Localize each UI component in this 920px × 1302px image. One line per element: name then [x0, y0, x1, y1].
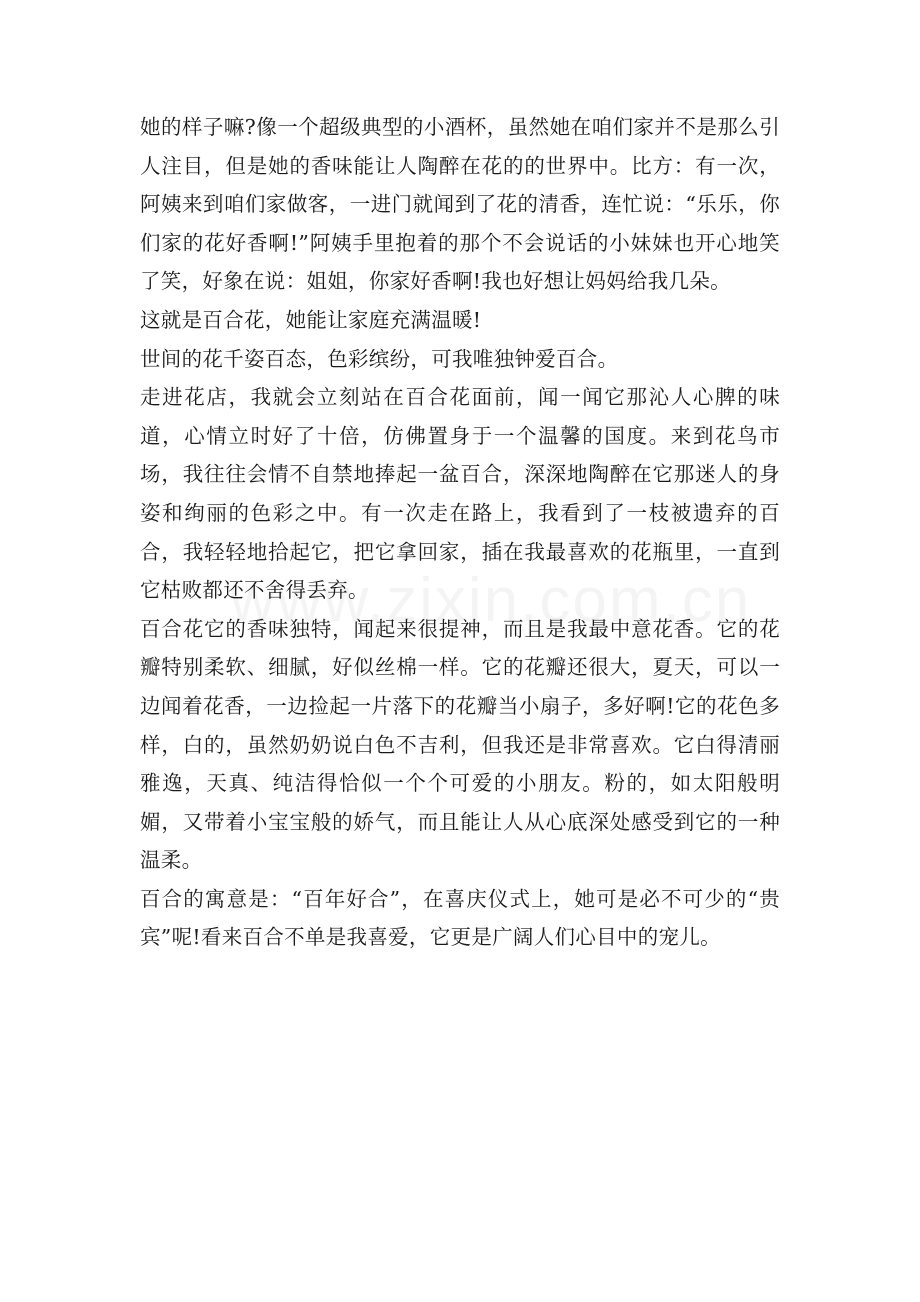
paragraph-5: 百合花它的香味独特，闻起来很提神，而且是我最中意花香。它的花瓣特别柔软、细腻，好似丝棉一样。它的花瓣还很大，夏天，可以一边闻着花香，一边捡起一片落下的花瓣当小扇子，多好啊!它的花色多样，白的，虽然奶奶说白色不吉利，但我还是非常喜欢。它白得清丽雅逸，天真、纯洁得恰似一个个可爱的小朋友。粉的，如太阳般明媚，又带着小宝宝般的娇气，而且能让人从心底深处感受到它的一种温柔。: [140, 616, 780, 873]
paragraph-2: 这就是百合花，她能让家庭充满温暖!: [140, 307, 482, 332]
paragraph-4: 走进花店，我就会立刻站在百合花面前，闻一闻它那沁人心脾的味道，心情立时好了十倍，仿佛置身于一个温馨的国度。来到花鸟市场，我往往会情不自禁地捧起一盆百合，深深地陶醉在它那迷人的身姿和绚丽的色彩之中。有一次走在路上，我看到了一枝被遗弃的百合，我轻轻地拾起它，把它拿回家，插在我最喜欢的花瓶里，一直到它枯败都还不舍得丢弃。: [140, 385, 780, 603]
paragraph-1: 她的样子嘛?像一个超级典型的小酒杯，虽然她在咱们家并不是那么引人注目，但是她的香味能让人陶醉在花的的世界中。比方：有一次，阿姨来到咱们家做客，一进门就闻到了花的清香，连忙说：“乐乐，你们家的花好香啊!”阿姨手里抱着的那个不会说话的小妹妹也开心地笑了笑，好象在说：姐姐，你家好香啊!我也好想让妈妈给我几朵。: [140, 115, 780, 294]
paragraph-3: 世间的花千姿百态，色彩缤纷，可我唯独钟爱百合。: [140, 346, 619, 371]
document-body: [140, 108, 780, 957]
paragraph-6: 百合的寓意是：“百年好合”，在喜庆仪式上，她可是必不可少的“贵宾”呢!看来百合不单是我喜爱，它更是广阔人们心目中的宠儿。: [140, 886, 780, 950]
